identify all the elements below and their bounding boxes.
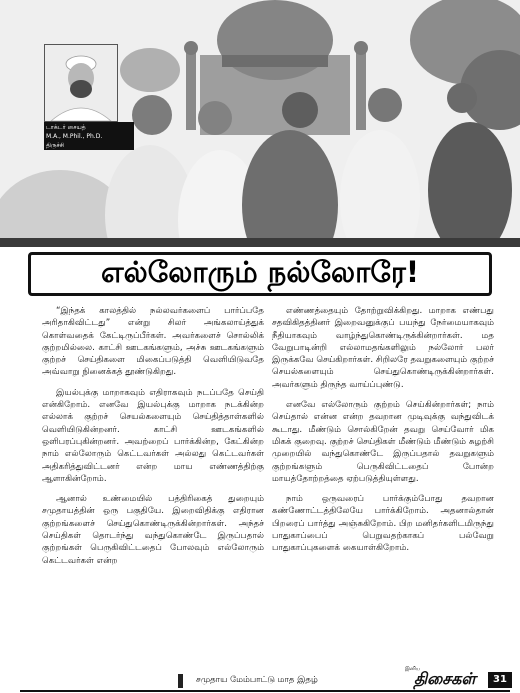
paragraph: இயல்புக்கு மாறாகவும் எதிராகவும் நடப்பதே செய்தி என்கிறோம். எனவே இயல்புக்கு மாறாக நடக்கின்ற எல்லாக் குற்றச் செயல்களையும் செய்தித்தாள்களில் வெளியிடுகின்றனர். காட்சி ஊடகங்களில் ஒளிபரப்புகின்றனர். அவற்றைப் பார்க்கின்ற, கேட்கின்ற நாம் எல்லோரும் கெட்டவர்கள் அல்லது கெட்டவர்கள் அதிகரித்துவிட்டனர் என்ற மாய எண்ணத்திற்கு ஆளாகின்றோம். [42,387,264,484]
headline-banner [28,252,492,296]
author-portrait [44,44,118,122]
hero-photo [0,0,520,247]
author-degrees: M.A., M.Phil., Ph.D. [46,133,103,140]
author-name: டாக்டர் சையத் [46,124,86,131]
headline: எல்லோரும் நல்லோரே! [100,255,420,289]
author-caption [44,122,134,150]
page-footer [0,666,520,693]
paragraph: எண்ணத்தையும் தோற்றுவிக்கிறது. மாறாக எண்பது சதவிகிதத்தினர் இறைவனுக்குப் பயந்து நேர்மையாகவும் நீதியாகவும் வாழ்ந்துகொண்டிருக்கின்றார்கள். மத வேறுபாடின்றி எல்லாமதங்களிலும் நல்லோர் பலர் இருக்கவே செய்கிறார்கள். சிறிலரே தவறுகளையும் குற்றச் செயல்களையும் செய்துகொண்டிருக்கின்றார்கள். அவர்களும் திருந்த வாய்ப்புண்டு. [272,306,494,390]
right-column [272,305,494,563]
paragraph: ஆனால் உண்மையில் பத்திரிகைத் துறையும் சமுதாயத்தின் ஒரு பகுதியே. இறைவிதிக்கு எதிரான குற்றங்களைச் செய்துகொண்டிருக்கின்றார்கள். அந்தச் செய்திகள் தொடர்ந்து வந்துகொண்டே இருப்பதால் குற்றங்கள் பெருகிவிட்டதைப் போலவும் எல்லோரும் கெட்டவர்கள் என்ற [42,494,264,566]
brand-logo: திசைகள் [414,669,476,688]
paragraph: நாம் ஒருவரைப் பார்க்கும்போது தவறான கண்ணோட்டத்திலேயே பார்க்கிறோம். அதனால்தான் பிறரைப் பார்த்து அஞ்சுகிறோம். பிற மனிதர்களிடமிருந்து பாதுகாப்பைப் பெறுவதற்காகப் பல்வேறு பாதுகாப்புகளைக் கையாள்கிறோம். [272,494,494,554]
author-place: திருச்சி [46,142,65,149]
footer-marker [178,674,183,688]
left-column [42,305,264,575]
paragraph: “இந்தக் காலத்தில் நல்லவர்களைப் பார்ப்பதே அரிதாகிவிட்டது” என்று சிலர் அங்கலாய்த்துக் கொள்வதைக் கேட்டிருப்பீர்கள். அவர்களைச் சொல்லிக் குற்றமில்லை. காட்சி ஊடகங்களும், அச்சு ஊடகங்களும் குற்றச் செய்திகளை மிகைப்படுத்தி வெளியிடுவதே அவ்வாறு நினைக்கத் தூண்டுகிறது. [42,306,264,378]
page-number: 31 [488,672,512,688]
footer-divider [20,690,510,692]
brand-prefix: இனிய [405,666,421,672]
paragraph: எனவே எல்லோரும் குற்றம் செய்கின்றார்கள்; நாம் செய்தால் என்ன என்ற தவறான முடிவுக்கு வந்துவிடக் கூடாது. மீண்டும் சொல்கிறேன் தவறு செய்வோர் மிக மிகக் குறைவு. குற்றச் செய்திகள் மீண்டும் மீண்டும் சுழற்சி முறையில் வந்துகொண்டே இருப்பதால் தவறுகளும் குற்றங்களும் பெருகிவிட்டதைப் போன்ற மாயத்தோற்றத்தை ஏற்படுத்தியுள்ளது. [272,400,494,484]
footer-tagline: சமுதாய மேம்பாட்டு மாத இதழ் [196,675,318,685]
